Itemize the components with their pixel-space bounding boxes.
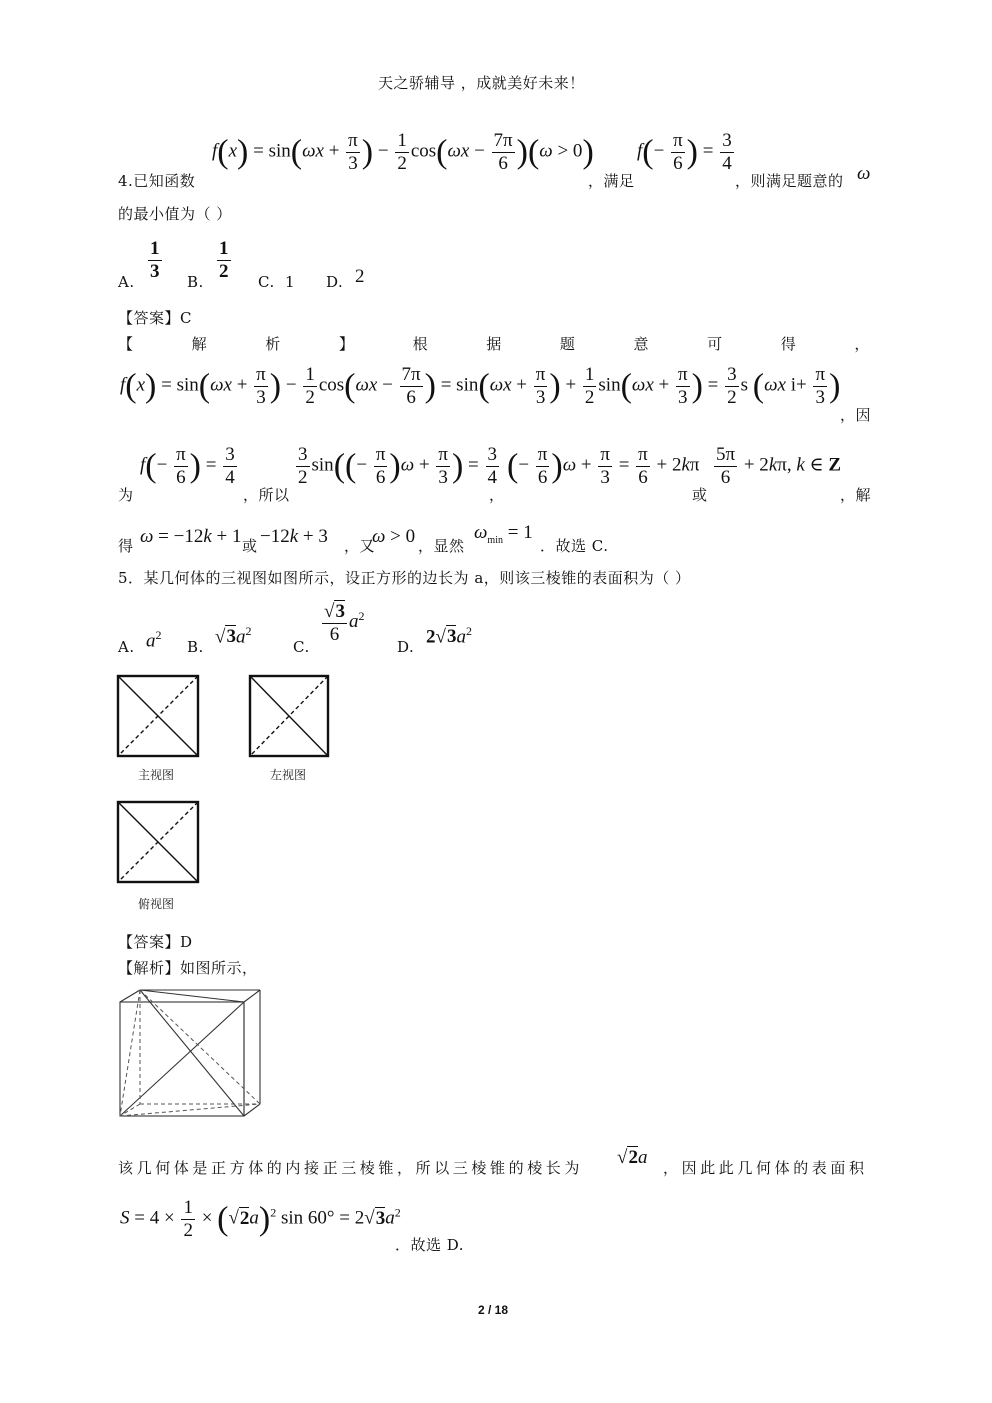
- q4-option-a-label: A.: [118, 273, 135, 291]
- q4-eq2: $\frac{3}{2}$ sin((− $\frac{\pi}{6}$ )ω + $\frac{\pi}{3}$ ) = $\frac{3}{4}$: [298, 444, 498, 488]
- q5-option-a-value: $a^2$: [146, 628, 162, 652]
- three-views-figure: [110, 670, 340, 920]
- q4-option-a-value: $\frac{1}{3}$: [150, 238, 160, 282]
- q4-sol1: ω = −12k + 1: [140, 526, 242, 547]
- q5-question: 5．某几何体的三视图如图所示，设正方形的边长为 a，则该三棱锥的表面积为（ ）: [118, 569, 691, 587]
- q4-prefix: 4.已知函数: [118, 172, 196, 190]
- top-view-caption: 俯视图: [138, 897, 175, 911]
- q4-wei: 为: [118, 486, 134, 504]
- q4-yin: ，因: [840, 406, 872, 424]
- q5-conclusion-b: ，因此此几何体的表面积: [663, 1159, 868, 1177]
- q4-min: $\omega_{min} = 1$: [474, 522, 533, 546]
- q4-eq3: (− $\frac{\pi}{6}$ )ω + $\frac{\pi}{3}$ = $\frac{\pi}{6}$ + 2kπ: [507, 444, 700, 488]
- q4-tail: ，则满足题意的: [735, 172, 844, 190]
- q5-edge: √2a: [617, 1147, 648, 1168]
- q5-answer: 【答案】D: [118, 933, 193, 951]
- q5-option-a-label: A.: [118, 638, 135, 656]
- q4-option-b-value: $\frac{1}{2}$: [219, 238, 229, 282]
- q4-end: ．故选 C.: [540, 537, 609, 555]
- side-view-caption: 左视图: [270, 768, 307, 782]
- q5-option-d-value: $2√3a^2$: [426, 624, 472, 648]
- q4-omega: ω: [857, 163, 871, 184]
- q4-option-b-label: B.: [187, 273, 204, 291]
- q4-jie: ，解: [840, 486, 872, 504]
- q5-end: ．故选 D.: [395, 1236, 465, 1254]
- tetra-edge: [120, 1002, 244, 1116]
- page-number: 2 / 18: [478, 1303, 509, 1317]
- q4-de: 得: [118, 537, 134, 555]
- q4-function-formula: f(x) = sin(ωx + $\frac{\pi}{3}$ ) − $\frac{1}{2}$ cos(ωx − $\frac{7\pi}{6}$ )(ω > 0): [212, 130, 594, 174]
- q5-conclusion-a: 该几何体是正方体的内接正三棱锥，所以三棱锥的棱长为: [118, 1159, 584, 1177]
- q5-analysis: 【解析】如图所示，: [118, 959, 258, 977]
- q4-comma: ，: [489, 486, 505, 504]
- q5-area-formula: S = 4 × $\frac{1}{2}$ × $(√2a)^2$ $\sin 60^\circ = 2√3a^2$: [120, 1197, 401, 1241]
- q5-option-c-label: C.: [293, 638, 310, 656]
- q4-option-c-value: 1: [285, 273, 296, 291]
- q5-option-c-value: $\frac{√3}{6}$ $a^2$: [324, 601, 365, 645]
- q4-pos: ω > 0: [372, 526, 416, 547]
- q4-condition-formula: f(− $\frac{\pi}{6}$ ) = $\frac{3}{4}$: [637, 130, 732, 174]
- cube-figure: [112, 986, 272, 1126]
- q4-option-d-value: 2: [355, 266, 365, 287]
- q4-huo2: 或: [242, 537, 258, 555]
- q4-cond-label: ，满足: [588, 172, 635, 190]
- q4-answer: 【答案】C: [118, 309, 192, 327]
- q4-xianran: ，显然: [418, 537, 465, 555]
- q4-line2: 的最小值为（ ）: [118, 205, 232, 223]
- page-header: 天之骄辅导 ，成就美好未来！: [378, 74, 585, 92]
- q4-option-c-label: C.: [258, 273, 275, 291]
- q4-expansion-formula: f(x) = sin(ωx + $\frac{\pi}{3}$ ) − $\frac{1}{2}$ cos(ωx − $\frac{7\pi}{6}$ ) = sin(ωx + $\frac{\pi}{3}$ ) + $\frac{1}{2}$ sin(ωx + $\frac{\pi}{3}$ ) = $\frac{3}{2}$ s (ωx i+ $\frac{\pi}{3}$ ): [120, 364, 841, 408]
- tetra-edge: [140, 990, 244, 1116]
- q4-option-d-label: D.: [326, 273, 344, 291]
- q4-huo: 或: [692, 486, 708, 504]
- q4-analysis-heading: 【 解 析 】 根 据 题 意 可 得 ，: [118, 335, 870, 353]
- q4-suoyi: ，所以: [243, 486, 290, 504]
- front-view-caption: 主视图: [138, 768, 175, 782]
- tetra-edge: [140, 990, 244, 1002]
- q4-sol2: −12k + 3: [260, 526, 328, 547]
- tetra-hidden-edge: [120, 990, 140, 1116]
- q5-option-b-label: B.: [187, 638, 204, 656]
- q5-option-d-label: D.: [397, 638, 415, 656]
- q4-you: ，又: [344, 537, 376, 555]
- q5-option-b-value: $√3a^2$: [215, 624, 252, 648]
- tetra-hidden-edge: [140, 990, 260, 1104]
- q4-eq4: $\frac{5\pi}{6}$ + 2kπ, k ∈ Z: [716, 444, 842, 488]
- q4-eq1: f(− $\frac{\pi}{6}$ ) = $\frac{3}{4}$: [140, 444, 235, 488]
